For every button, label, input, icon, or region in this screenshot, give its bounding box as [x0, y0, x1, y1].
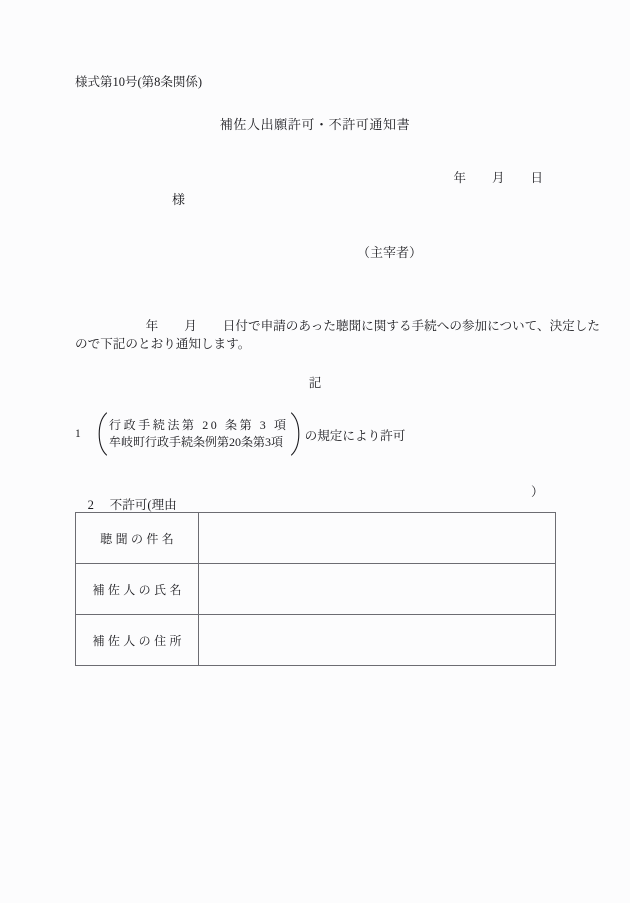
addressee-suffix: 様 [172, 192, 186, 207]
date-month-label: 月 [491, 170, 505, 185]
table-row-label: 補佐人の住所 [76, 615, 199, 666]
item-1-number: 1 [75, 428, 81, 441]
table-row [76, 615, 556, 666]
item-2-label: 不許可(理由 [109, 497, 177, 512]
table-row [76, 564, 556, 615]
item-1-law-line: 行政手続法第 20 条第 3 項 [109, 418, 289, 432]
table-row-value[interactable] [199, 615, 556, 666]
item-2-number: 2 [87, 497, 94, 512]
body-paragraph-line2: ので下記のとおり通知します。 [75, 337, 251, 351]
item-2-close-paren: ） [531, 485, 544, 499]
date-day-label: 日 [530, 170, 543, 185]
item-1 [75, 412, 405, 456]
issuer-label: （主宰者） [356, 245, 422, 260]
right-bracket-icon [290, 412, 301, 456]
body-month-label: 月 [184, 318, 197, 333]
record-marker: 記 [308, 376, 322, 390]
table-row-label: 補佐人の氏名 [76, 564, 199, 615]
item-1-tail-text: の規定により許可 [304, 428, 406, 443]
issue-date-line [0, 159, 553, 197]
entry-table-body [76, 513, 556, 666]
document-title: 補佐人出願許可・不許可通知書 [219, 117, 411, 132]
table-row [76, 513, 556, 564]
table-row-label: 聴聞の件名 [76, 513, 199, 564]
entry-table [75, 512, 556, 666]
body-line1-text: 日付で申請のあった聴聞に関する手続への参加について、決定した [222, 318, 600, 333]
date-year-label: 年 [453, 170, 466, 185]
item-1-bracket-group [97, 412, 301, 456]
table-row-value[interactable] [199, 564, 556, 615]
form-number: 様式第10号(第8条関係) [75, 75, 203, 89]
body-year-label: 年 [145, 318, 159, 333]
item-1-bracket-lines [108, 412, 290, 456]
left-bracket-icon [97, 412, 108, 456]
item-1-ordinance-line: 牟岐町行政手続条例第20条第3項 [109, 435, 284, 449]
table-row-value[interactable] [199, 513, 556, 564]
